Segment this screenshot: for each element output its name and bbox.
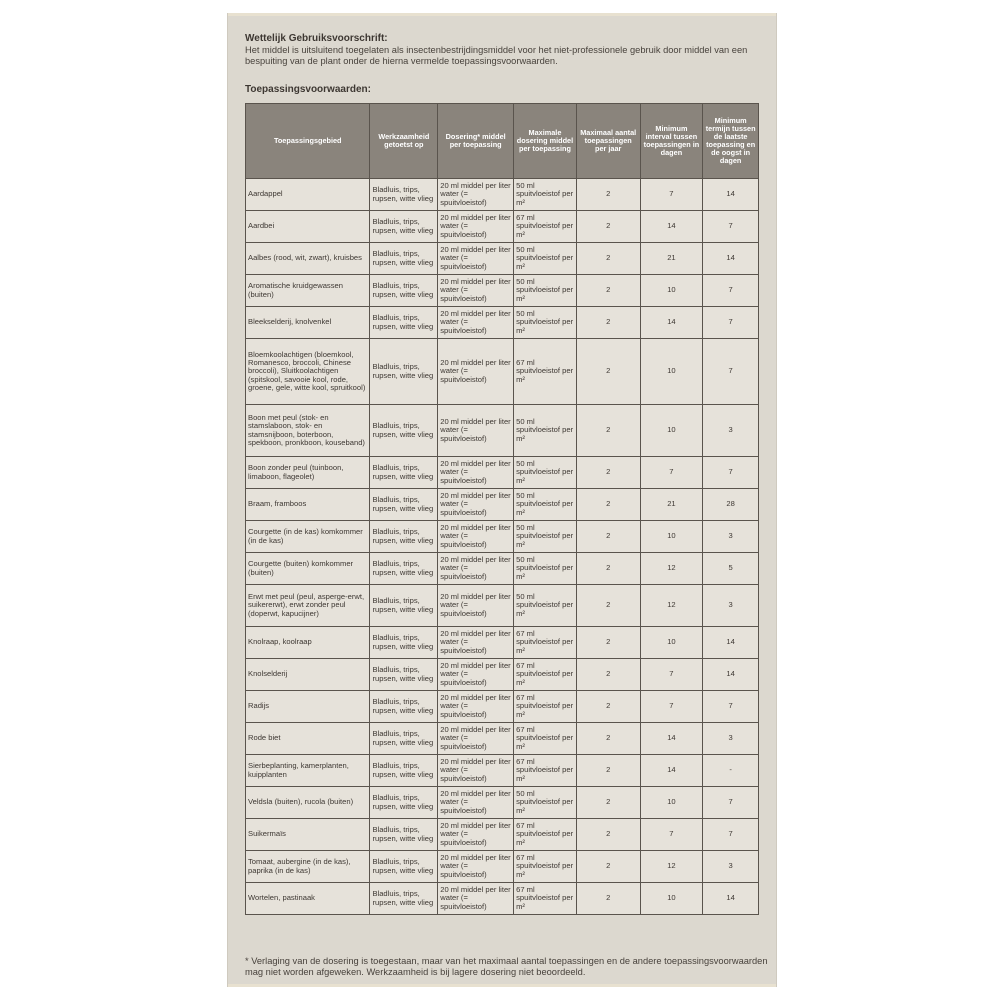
cell-col-termijn: 3 (703, 723, 759, 755)
cell-col-werkzaamheid: Bladluis, trips, rupsen, witte vlieg (370, 851, 438, 883)
cell-col-max-toepassingen: 2 (576, 787, 640, 819)
cell-col-termijn: 3 (703, 851, 759, 883)
cell-col-toepassingsgebied: Knolraap, koolraap (246, 627, 370, 659)
table-row (246, 691, 759, 723)
cell-col-toepassingsgebied: Tomaat, aubergine (in de kas), paprika (in de kas) (246, 851, 370, 883)
cell-col-termijn: 3 (703, 405, 759, 457)
table-row (246, 457, 759, 489)
cell-col-dosering: 20 ml middel per liter water (= spuitvloeistof) (438, 659, 514, 691)
cell-col-max-toepassingen: 2 (576, 585, 640, 627)
conditions-table (245, 103, 759, 915)
cell-col-dosering: 20 ml middel per liter water (= spuitvloeistof) (438, 627, 514, 659)
cell-col-toepassingsgebied: Bloemkoolachtigen (bloemkool, Romanesco, broccoli, Chinese broccoli), Sluitkoolachtigen (spitskool, savooie kool, rode, groene, gele, witte kool, spruitkool) (246, 339, 370, 405)
table-row (246, 307, 759, 339)
cell-col-max-dosering: 67 ml spuitvloeistof per m² (514, 851, 577, 883)
cell-col-interval: 7 (640, 457, 703, 489)
cell-col-toepassingsgebied: Sierbeplanting, kamerplanten, kuipplanten (246, 755, 370, 787)
cell-col-dosering: 20 ml middel per liter water (= spuitvloeistof) (438, 883, 514, 915)
cell-col-max-dosering: 50 ml spuitvloeistof per m² (514, 405, 577, 457)
cell-col-dosering: 20 ml middel per liter water (= spuitvloeistof) (438, 275, 514, 307)
cell-col-interval: 12 (640, 585, 703, 627)
cell-col-dosering: 20 ml middel per liter water (= spuitvloeistof) (438, 851, 514, 883)
cell-col-max-dosering: 67 ml spuitvloeistof per m² (514, 627, 577, 659)
cell-col-werkzaamheid: Bladluis, trips, rupsen, witte vlieg (370, 691, 438, 723)
cell-col-max-toepassingen: 2 (576, 211, 640, 243)
cell-col-max-toepassingen: 2 (576, 553, 640, 585)
cell-col-max-toepassingen: 2 (576, 819, 640, 851)
cell-col-werkzaamheid: Bladluis, trips, rupsen, witte vlieg (370, 307, 438, 339)
cell-col-interval: 10 (640, 883, 703, 915)
cell-col-werkzaamheid: Bladluis, trips, rupsen, witte vlieg (370, 521, 438, 553)
cell-col-max-toepassingen: 2 (576, 659, 640, 691)
cell-col-interval: 7 (640, 179, 703, 211)
cell-col-werkzaamheid: Bladluis, trips, rupsen, witte vlieg (370, 659, 438, 691)
cell-col-toepassingsgebied: Bleekselderij, knolvenkel (246, 307, 370, 339)
cell-col-max-toepassingen: 2 (576, 489, 640, 521)
cell-col-interval: 12 (640, 553, 703, 585)
cell-col-dosering: 20 ml middel per liter water (= spuitvloeistof) (438, 243, 514, 275)
table-row (246, 755, 759, 787)
cell-col-werkzaamheid: Bladluis, trips, rupsen, witte vlieg (370, 723, 438, 755)
cell-col-interval: 10 (640, 405, 703, 457)
cell-col-interval: 7 (640, 691, 703, 723)
table-row (246, 553, 759, 585)
cell-col-toepassingsgebied: Courgette (buiten) komkommer (buiten) (246, 553, 370, 585)
cell-col-max-dosering: 50 ml spuitvloeistof per m² (514, 553, 577, 585)
cell-col-termijn: 28 (703, 489, 759, 521)
cell-col-werkzaamheid: Bladluis, trips, rupsen, witte vlieg (370, 489, 438, 521)
header-col-toepassingsgebied: Toepassingsgebied (246, 104, 370, 179)
table-heading: Toepassingsvoorwaarden: (245, 84, 371, 95)
cell-col-max-toepassingen: 2 (576, 275, 640, 307)
table-row (246, 627, 759, 659)
cell-col-dosering: 20 ml middel per liter water (= spuitvloeistof) (438, 723, 514, 755)
cell-col-max-toepassingen: 2 (576, 405, 640, 457)
cell-col-max-dosering: 67 ml spuitvloeistof per m² (514, 659, 577, 691)
cell-col-interval: 14 (640, 723, 703, 755)
cell-col-termijn: 3 (703, 585, 759, 627)
cell-col-termijn: 14 (703, 243, 759, 275)
cell-col-termijn: 7 (703, 275, 759, 307)
cell-col-max-toepassingen: 2 (576, 691, 640, 723)
cell-col-max-toepassingen: 2 (576, 339, 640, 405)
cell-col-interval: 21 (640, 489, 703, 521)
table-row (246, 405, 759, 457)
cell-col-dosering: 20 ml middel per liter water (= spuitvloeistof) (438, 819, 514, 851)
cell-col-interval: 14 (640, 755, 703, 787)
cell-col-toepassingsgebied: Aalbes (rood, wit, zwart), kruisbes (246, 243, 370, 275)
instruction-panel (227, 13, 777, 987)
cell-col-max-dosering: 50 ml spuitvloeistof per m² (514, 787, 577, 819)
cell-col-dosering: 20 ml middel per liter water (= spuitvloeistof) (438, 521, 514, 553)
table-row (246, 851, 759, 883)
table-row (246, 883, 759, 915)
cell-col-max-dosering: 50 ml spuitvloeistof per m² (514, 457, 577, 489)
cell-col-interval: 10 (640, 521, 703, 553)
cell-col-interval: 14 (640, 211, 703, 243)
cell-col-dosering: 20 ml middel per liter water (= spuitvloeistof) (438, 179, 514, 211)
table-row (246, 819, 759, 851)
cell-col-termijn: 14 (703, 883, 759, 915)
table-row (246, 585, 759, 627)
cell-col-max-toepassingen: 2 (576, 457, 640, 489)
header-col-max-dosering: Maximale dosering middel per toepassing (514, 104, 577, 179)
cell-col-werkzaamheid: Bladluis, trips, rupsen, witte vlieg (370, 339, 438, 405)
cell-col-max-dosering: 67 ml spuitvloeistof per m² (514, 691, 577, 723)
cell-col-dosering: 20 ml middel per liter water (= spuitvloeistof) (438, 585, 514, 627)
table-row (246, 723, 759, 755)
cell-col-toepassingsgebied: Erwt met peul (peul, asperge-erwt, suikererwt), erwt zonder peul (doperwt, kapucijner) (246, 585, 370, 627)
table-row (246, 339, 759, 405)
header-col-dosering: Dosering* middel per toepassing (438, 104, 514, 179)
cell-col-interval: 7 (640, 659, 703, 691)
cell-col-werkzaamheid: Bladluis, trips, rupsen, witte vlieg (370, 179, 438, 211)
cell-col-max-toepassingen: 2 (576, 851, 640, 883)
cell-col-werkzaamheid: Bladluis, trips, rupsen, witte vlieg (370, 457, 438, 489)
table-row (246, 275, 759, 307)
table-row (246, 243, 759, 275)
cell-col-werkzaamheid: Bladluis, trips, rupsen, witte vlieg (370, 553, 438, 585)
cell-col-toepassingsgebied: Boon zonder peul (tuinboon, limaboon, flageolet) (246, 457, 370, 489)
cell-col-werkzaamheid: Bladluis, trips, rupsen, witte vlieg (370, 755, 438, 787)
cell-col-dosering: 20 ml middel per liter water (= spuitvloeistof) (438, 755, 514, 787)
cell-col-dosering: 20 ml middel per liter water (= spuitvloeistof) (438, 553, 514, 585)
cell-col-werkzaamheid: Bladluis, trips, rupsen, witte vlieg (370, 211, 438, 243)
cell-col-dosering: 20 ml middel per liter water (= spuitvloeistof) (438, 211, 514, 243)
cell-col-termijn: - (703, 755, 759, 787)
table-row (246, 211, 759, 243)
cell-col-toepassingsgebied: Aardbei (246, 211, 370, 243)
cell-col-dosering: 20 ml middel per liter water (= spuitvloeistof) (438, 405, 514, 457)
cell-col-interval: 10 (640, 339, 703, 405)
cell-col-werkzaamheid: Bladluis, trips, rupsen, witte vlieg (370, 405, 438, 457)
header-col-werkzaamheid: Werkzaamheid getoetst op (370, 104, 438, 179)
cell-col-werkzaamheid: Bladluis, trips, rupsen, witte vlieg (370, 627, 438, 659)
cell-col-max-dosering: 67 ml spuitvloeistof per m² (514, 339, 577, 405)
cell-col-toepassingsgebied: Braam, framboos (246, 489, 370, 521)
header-col-max-toepassingen: Maximaal aantal toepassingen per jaar (576, 104, 640, 179)
cell-col-max-dosering: 50 ml spuitvloeistof per m² (514, 179, 577, 211)
cell-col-max-toepassingen: 2 (576, 755, 640, 787)
cell-col-termijn: 7 (703, 457, 759, 489)
cell-col-max-dosering: 50 ml spuitvloeistof per m² (514, 585, 577, 627)
cell-col-max-dosering: 50 ml spuitvloeistof per m² (514, 243, 577, 275)
cell-col-interval: 7 (640, 819, 703, 851)
cell-col-interval: 10 (640, 787, 703, 819)
cell-col-max-toepassingen: 2 (576, 883, 640, 915)
cell-col-termijn: 7 (703, 307, 759, 339)
table-row (246, 489, 759, 521)
cell-col-max-dosering: 67 ml spuitvloeistof per m² (514, 755, 577, 787)
cell-col-toepassingsgebied: Veldsla (buiten), rucola (buiten) (246, 787, 370, 819)
cell-col-werkzaamheid: Bladluis, trips, rupsen, witte vlieg (370, 585, 438, 627)
cell-col-max-dosering: 50 ml spuitvloeistof per m² (514, 521, 577, 553)
cell-col-toepassingsgebied: Rode biet (246, 723, 370, 755)
cell-col-termijn: 7 (703, 787, 759, 819)
cell-col-max-toepassingen: 2 (576, 723, 640, 755)
cell-col-dosering: 20 ml middel per liter water (= spuitvloeistof) (438, 339, 514, 405)
cell-col-toepassingsgebied: Aromatische kruidgewassen (buiten) (246, 275, 370, 307)
table-row (246, 521, 759, 553)
cell-col-max-toepassingen: 2 (576, 179, 640, 211)
footnote: * Verlaging van de dosering is toegestaan, maar van het maximaal aantal toepassingen en de andere toepassingsvoorwaarden mag niet worden afgeweken. Werkzaamheid is bij lagere dosering niet beoordeeld. (245, 956, 768, 977)
cell-col-termijn: 7 (703, 211, 759, 243)
table-row (246, 179, 759, 211)
cell-col-werkzaamheid: Bladluis, trips, rupsen, witte vlieg (370, 243, 438, 275)
cell-col-termijn: 14 (703, 627, 759, 659)
table-row (246, 787, 759, 819)
cell-col-dosering: 20 ml middel per liter water (= spuitvloeistof) (438, 489, 514, 521)
cell-col-termijn: 14 (703, 659, 759, 691)
cell-col-toepassingsgebied: Aardappel (246, 179, 370, 211)
cell-col-werkzaamheid: Bladluis, trips, rupsen, witte vlieg (370, 819, 438, 851)
cell-col-max-dosering: 50 ml spuitvloeistof per m² (514, 275, 577, 307)
cell-col-termijn: 3 (703, 521, 759, 553)
cell-col-werkzaamheid: Bladluis, trips, rupsen, witte vlieg (370, 275, 438, 307)
cell-col-toepassingsgebied: Knolselderij (246, 659, 370, 691)
cell-col-toepassingsgebied: Wortelen, pastinaak (246, 883, 370, 915)
document-title: Wettelijk Gebruiksvoorschrift: (245, 33, 388, 44)
header-col-interval: Minimum interval tussen toepassingen in dagen (640, 104, 703, 179)
cell-col-dosering: 20 ml middel per liter water (= spuitvloeistof) (438, 787, 514, 819)
cell-col-max-toepassingen: 2 (576, 243, 640, 275)
cell-col-max-dosering: 50 ml spuitvloeistof per m² (514, 307, 577, 339)
cell-col-dosering: 20 ml middel per liter water (= spuitvloeistof) (438, 691, 514, 723)
cell-col-termijn: 14 (703, 179, 759, 211)
cell-col-max-toepassingen: 2 (576, 521, 640, 553)
cell-col-max-dosering: 67 ml spuitvloeistof per m² (514, 211, 577, 243)
cell-col-toepassingsgebied: Boon met peul (stok- en stamslaboon, stok- en stamsnijboon, boterboon, spekboon, pronkboon, kouseband) (246, 405, 370, 457)
table-body (246, 179, 759, 915)
cell-col-werkzaamheid: Bladluis, trips, rupsen, witte vlieg (370, 883, 438, 915)
cell-col-max-toepassingen: 2 (576, 307, 640, 339)
cell-col-termijn: 7 (703, 691, 759, 723)
cell-col-max-dosering: 67 ml spuitvloeistof per m² (514, 883, 577, 915)
cell-col-max-dosering: 67 ml spuitvloeistof per m² (514, 819, 577, 851)
header-col-termijn: Minimum termijn tussen de laatste toepassing en de oogst in dagen (703, 104, 759, 179)
table-header-row (246, 104, 759, 179)
cell-col-dosering: 20 ml middel per liter water (= spuitvloeistof) (438, 307, 514, 339)
cell-col-max-dosering: 50 ml spuitvloeistof per m² (514, 489, 577, 521)
cell-col-interval: 21 (640, 243, 703, 275)
intro-paragraph: Het middel is uitsluitend toegelaten als insectenbestrijdingsmiddel voor het niet-professionele gebruik door middel van een bespuiting van de plant onder de hierna vermelde toepassingsvoorwaarden. (245, 45, 748, 66)
cell-col-toepassingsgebied: Radijs (246, 691, 370, 723)
cell-col-interval: 10 (640, 275, 703, 307)
cell-col-interval: 14 (640, 307, 703, 339)
cell-col-werkzaamheid: Bladluis, trips, rupsen, witte vlieg (370, 787, 438, 819)
cell-col-toepassingsgebied: Courgette (in de kas) komkommer (in de kas) (246, 521, 370, 553)
cell-col-interval: 12 (640, 851, 703, 883)
table-row (246, 659, 759, 691)
cell-col-max-toepassingen: 2 (576, 627, 640, 659)
cell-col-termijn: 5 (703, 553, 759, 585)
cell-col-max-dosering: 67 ml spuitvloeistof per m² (514, 723, 577, 755)
cell-col-dosering: 20 ml middel per liter water (= spuitvloeistof) (438, 457, 514, 489)
cell-col-interval: 10 (640, 627, 703, 659)
cell-col-toepassingsgebied: Suikermaïs (246, 819, 370, 851)
cell-col-termijn: 7 (703, 819, 759, 851)
cell-col-termijn: 7 (703, 339, 759, 405)
